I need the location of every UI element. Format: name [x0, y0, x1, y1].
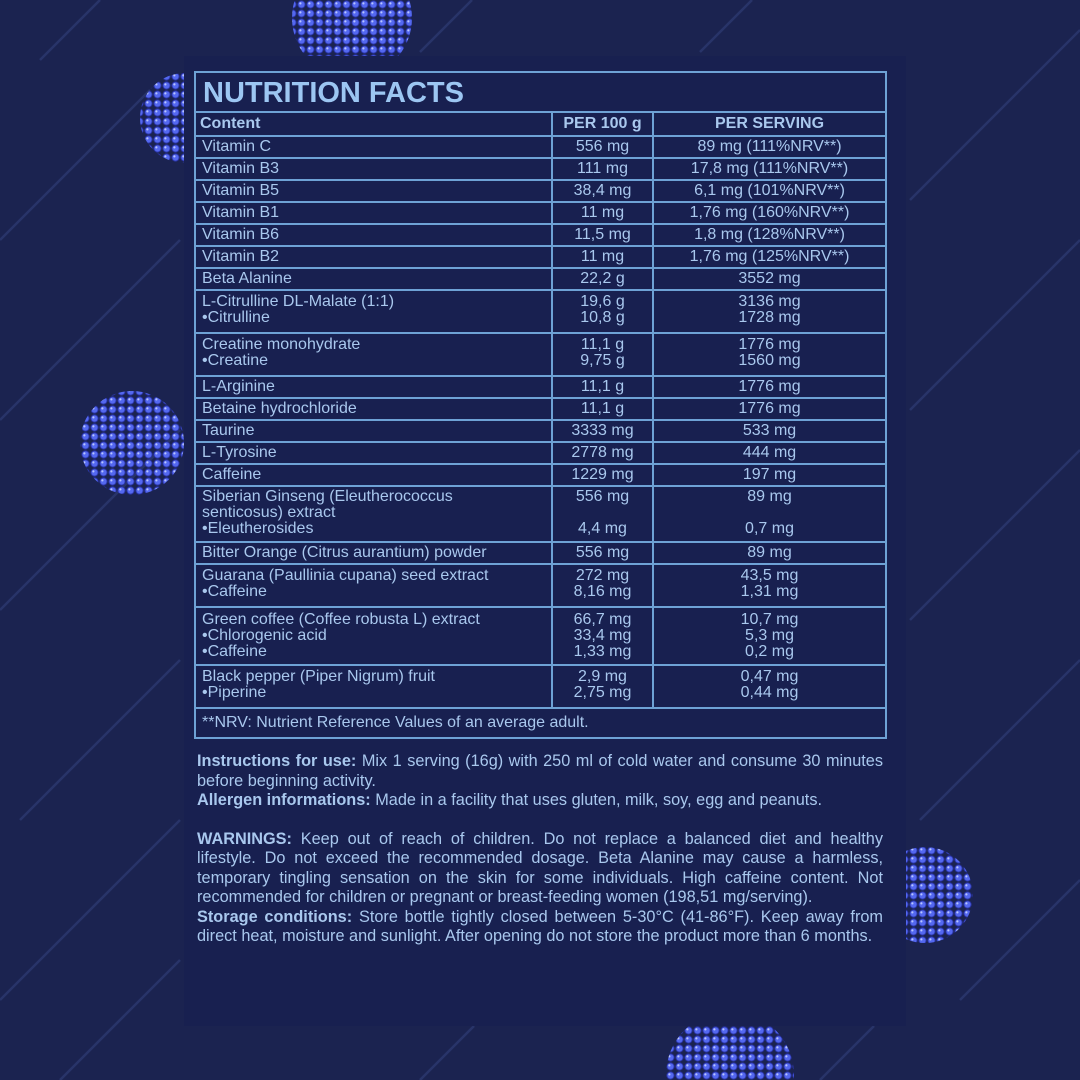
- per-100g-value: 9,75 g: [580, 352, 625, 369]
- per-100g-value: 11 mg: [580, 248, 625, 265]
- table-row: [195, 464, 886, 486]
- nutrient-name: L-Citrulline DL-Malate (1:1): [202, 293, 395, 310]
- per-100g-value: 11,5 mg: [574, 226, 631, 243]
- table-row: [195, 202, 886, 224]
- storage-paragraph: [197, 908, 883, 947]
- warnings-text: Keep out of reach of children. Do not replace a balanced diet and healthy lifestyle. Do not exceed the recommended dosage. Beta Alanine may cause a harmless, temporary tingling sensation on the skin for some individuals. High caffeine content. Not recommended for children or pregnant or breast-feeding women (198,51 mg/serving).: [197, 829, 883, 906]
- per-serving-value: 197 mg: [742, 466, 797, 483]
- table-row: [195, 180, 886, 202]
- per-100g-value: 556 mg: [575, 488, 630, 505]
- nutrient-name: Vitamin C: [202, 138, 272, 155]
- per-100g-value: 11,1 g: [580, 400, 625, 417]
- header-content: Content: [195, 112, 552, 136]
- nutrient-name: Vitamin B2: [202, 248, 280, 265]
- table-row: [195, 564, 886, 607]
- per-100g-value: 1229 mg: [571, 466, 634, 483]
- per-serving-value: 1728 mg: [738, 309, 801, 326]
- nutrient-name: Vitamin B6: [202, 226, 280, 243]
- per-100g-value: 11,1 g: [580, 336, 625, 353]
- per-100g-value: 8,16 mg: [573, 583, 632, 600]
- per-serving-value: 1776 mg: [738, 378, 801, 395]
- allergen-paragraph: [197, 791, 883, 811]
- nutrient-name: Vitamin B1: [202, 204, 280, 221]
- per-serving-value: 0,2 mg: [745, 643, 794, 660]
- per-serving-value: 533 mg: [742, 422, 797, 439]
- per-100g-value: 556 mg: [575, 138, 630, 155]
- per-serving-value: 3552 mg: [738, 270, 801, 287]
- instructions-label: Instructions for use:: [197, 752, 357, 770]
- nutrient-name: Vitamin B5: [202, 182, 280, 199]
- per-100g-value: 111 mg: [577, 160, 628, 177]
- table-row: [195, 607, 886, 665]
- sub-nutrient-name: •Caffeine: [202, 583, 267, 600]
- nutrient-name: Betaine hydrochloride: [202, 400, 357, 417]
- sub-nutrient-name: •Piperine: [202, 684, 267, 701]
- nutrient-name: Vitamin B3: [202, 160, 280, 177]
- per-100g-value: 2,9 mg: [578, 668, 627, 685]
- per-serving-value: 1,76 mg (125%NRV**): [689, 248, 850, 265]
- table-row: [195, 246, 886, 268]
- sub-nutrient-name: •Caffeine: [202, 643, 267, 660]
- instructions-text: Mix 1 serving (16g) with 250 ml of cold water and consume 30 minutes before beginning activity.: [197, 752, 883, 790]
- table-row: [195, 442, 886, 464]
- table-row: [195, 542, 886, 564]
- nutrient-name: Bitter Orange (Citrus aurantium) powder: [202, 544, 487, 561]
- raspberry-icon: [80, 391, 184, 495]
- per-serving-value: 17,8 mg (111%NRV**): [690, 160, 849, 177]
- nutrient-name: Taurine: [202, 422, 255, 439]
- nutrient-name: L-Tyrosine: [202, 444, 277, 461]
- table-row: [195, 290, 886, 333]
- per-serving-value: 10,7 mg: [740, 611, 799, 628]
- nutrient-name: Caffeine: [202, 466, 262, 483]
- header-per-100g: PER 100 g: [552, 112, 653, 136]
- per-serving-value: 444 mg: [742, 444, 797, 461]
- table-row: [195, 665, 886, 708]
- per-100g-value: 19,6 g: [580, 293, 625, 310]
- per-100g-value: 11 mg: [580, 204, 625, 221]
- allergen-text: Made in a facility that uses gluten, milk, soy, egg and peanuts.: [370, 791, 822, 809]
- per-serving-value: 0,44 mg: [740, 684, 799, 701]
- per-serving-value: 3136 mg: [738, 293, 801, 310]
- nutrient-name: Black pepper (Piper Nigrum) fruit: [202, 668, 435, 685]
- per-100g-value: 22,2 g: [580, 270, 625, 287]
- per-100g-value: 556 mg: [575, 544, 630, 561]
- per-100g-value: 2778 mg: [571, 444, 634, 461]
- storage-text: Store bottle tightly closed between 5-30°C (41-86°F). Keep away from direct heat, moisture and sunlight. After opening do not store the product more than 6 months.: [197, 907, 883, 945]
- table-row: [195, 333, 886, 376]
- sub-nutrient-name: •Creatine: [202, 352, 269, 369]
- table-row: [195, 268, 886, 290]
- per-serving-value: 1,76 mg (160%NRV**): [689, 204, 850, 221]
- nutrient-name-continued: senticosus) extract: [202, 504, 336, 521]
- per-serving-value: 1560 mg: [738, 352, 801, 369]
- nutrient-name: Siberian Ginseng (Eleutherococcus: [202, 488, 453, 505]
- per-serving-value: 6,1 mg (101%NRV**): [694, 182, 845, 199]
- table-row: [195, 136, 886, 158]
- per-100g-value: 11,1 g: [580, 378, 625, 395]
- sub-nutrient-name: •Eleutherosides: [202, 520, 314, 537]
- header-per-serving: PER SERVING: [653, 112, 886, 136]
- storage-label: Storage conditions:: [197, 907, 353, 926]
- per-serving-value: 1776 mg: [738, 400, 801, 417]
- per-serving-value: 43,5 mg: [740, 567, 799, 584]
- per-100g-value: 2,75 mg: [573, 684, 632, 701]
- table-row: [195, 158, 886, 180]
- table-row: [195, 398, 886, 420]
- per-serving-value: 1,31 mg: [740, 583, 799, 600]
- instructions-paragraph: [197, 752, 883, 791]
- per-serving-value: 5,3 mg: [745, 627, 794, 644]
- per-100g-value: 3333 mg: [571, 422, 634, 439]
- per-100g-value: 10,8 g: [580, 309, 625, 326]
- per-100g-value: 66,7 mg: [573, 611, 632, 628]
- nrv-footnote: **NRV: Nutrient Reference Values of an average adult.: [195, 708, 886, 738]
- nutrient-name: Creatine monohydrate: [202, 336, 361, 353]
- per-serving-value: 89 mg: [747, 544, 792, 561]
- nutrient-name: Guarana (Paullinia cupana) seed extract: [202, 567, 489, 584]
- nutrient-name: Green coffee (Coffee robusta L) extract: [202, 611, 480, 628]
- per-serving-value: 89 mg: [747, 488, 792, 505]
- per-serving-value: 1,8 mg (128%NRV**): [694, 226, 845, 243]
- table-row: [195, 420, 886, 442]
- sub-nutrient-name: •Chlorogenic acid: [202, 627, 327, 644]
- per-serving-value: 0,7 mg: [745, 520, 794, 537]
- allergen-label: Allergen informations:: [197, 791, 371, 809]
- nutrition-facts-table: [194, 71, 887, 739]
- sub-nutrient-name: •Citrulline: [202, 309, 270, 326]
- per-100g-value: 1,33 mg: [573, 643, 632, 660]
- per-100g-value: 272 mg: [575, 567, 630, 584]
- table-row: [195, 376, 886, 398]
- table-row: [195, 486, 886, 542]
- per-serving-value: 89 mg (111%NRV**): [697, 138, 842, 155]
- nutrient-name: L-Arginine: [202, 378, 275, 395]
- warnings-paragraph: [197, 830, 883, 908]
- table-row: [195, 224, 886, 246]
- product-information: [197, 752, 883, 947]
- warnings-label: WARNINGS:: [197, 829, 292, 848]
- per-100g-value: 4,4 mg: [578, 520, 627, 537]
- per-100g-value: 33,4 mg: [573, 627, 632, 644]
- per-100g-value: 38,4 mg: [573, 182, 632, 199]
- per-serving-value: 0,47 mg: [740, 668, 799, 685]
- per-serving-value: 1776 mg: [738, 336, 801, 353]
- table-title: NUTRITION FACTS: [195, 72, 886, 112]
- nutrient-name: Beta Alanine: [202, 270, 292, 287]
